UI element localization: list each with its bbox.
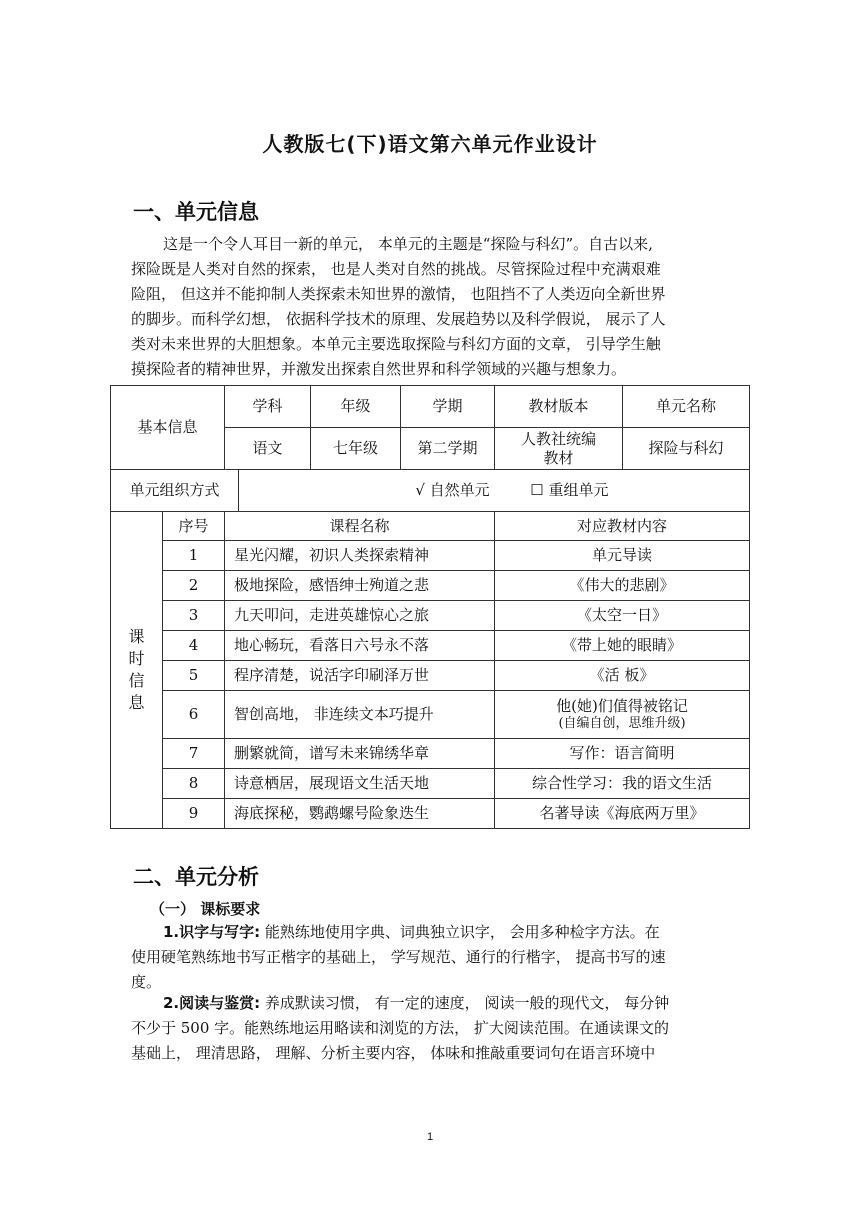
value-cell: 七年级 bbox=[311, 428, 401, 470]
organization-options bbox=[239, 470, 750, 512]
organization-row bbox=[111, 470, 750, 512]
content-main: 他(她)们值得被铭记 bbox=[556, 697, 688, 715]
table-row: 1 星光闪耀，初识人类探索精神 单元导读 bbox=[111, 541, 750, 571]
header-cell: 学期 bbox=[401, 386, 495, 428]
value-cell bbox=[495, 428, 623, 470]
requirement-reading: 2.阅读与鉴赏: 养成默读习惯， 有一定的速度， 阅读一般的现代文， 每分钟 不少于 500 字。能熟练地运用略读和浏览的方法， 扩大阅读范围。在通读课文的 基础上， 理清思路， 理解、分析主要内容， 体味和推敲重要词句在语言环境中 bbox=[131, 994, 670, 1062]
table-row: 4 地心畅玩，看落日六号永不落 《带上她的眼睛》 bbox=[111, 631, 750, 661]
content-note: (自编自创，思维升级) bbox=[558, 716, 686, 731]
item-label: 1.识字与写字: bbox=[163, 923, 261, 941]
page-number: 1 bbox=[426, 1131, 434, 1143]
header-cell: 对应教材内容 bbox=[495, 512, 750, 541]
basic-info-header-row bbox=[111, 386, 750, 428]
textbook-version-line1: 人教社统编 bbox=[521, 429, 597, 448]
intro-line: 的脚步。而科学幻想， 依据科学技术的原理、发展趋势以及科学假说， 展示了人 bbox=[131, 310, 666, 328]
organization-label: 单元组织方式 bbox=[111, 470, 239, 512]
document-title: 人教版七(下)语文第六单元作业设计 bbox=[262, 132, 598, 156]
table-row: 6 智创高地， 非连续文本巧提升 他(她)们值得被铭记 (自编自创，思维升级) bbox=[111, 691, 750, 739]
requirement-literacy: 1.识字与写字: 能熟练地使用字典、词典独立识字， 会用多种检字方法。在 使用硬笔熟练地书写正楷字的基础上， 学写规范、通行的行楷字， 提高书写的速 度。 bbox=[131, 923, 666, 991]
header-cell: 序号 bbox=[163, 512, 225, 541]
section-heading-unit-analysis: 二、单元分析 bbox=[133, 865, 259, 889]
intro-line: 这是一个令人耳目一新的单元， 本单元的主题是“探险与科幻”。自古以来, bbox=[163, 235, 653, 253]
natural-unit-option: √ 自然单元 bbox=[415, 481, 490, 499]
lesson-info-label: 课 时 信 息 bbox=[111, 512, 163, 829]
regroup-unit-option: ☐ 重组单元 bbox=[530, 481, 609, 499]
table-row: 9 海底探秘，鹦鹉螺号险象迭生 名著导读《海底两万里》 bbox=[111, 799, 750, 829]
header-cell: 单元名称 bbox=[623, 386, 750, 428]
intro-line: 摸探险者的精神世界，并激发出探索自然世界和科学领域的兴趣与想象力。 bbox=[131, 360, 627, 378]
table-row: 2 极地探险，感悟绅士殉道之悲 《伟大的悲剧》 bbox=[111, 571, 750, 601]
header-cell: 教材版本 bbox=[495, 386, 623, 428]
sub-heading-curriculum: （一） 课标要求 bbox=[150, 900, 261, 918]
header-cell: 年级 bbox=[311, 386, 401, 428]
value-cell: 探险与科幻 bbox=[623, 428, 750, 470]
table-row: 7 删繁就简，谱写未来锦绣华章 写作：语言简明 bbox=[111, 739, 750, 769]
lesson-header-row bbox=[111, 512, 750, 541]
textbook-version-line2: 教材 bbox=[543, 448, 574, 467]
unit-info-table bbox=[110, 385, 750, 829]
table-row: 8 诗意栖居，展现语文生活天地 综合性学习：我的语文生活 bbox=[111, 769, 750, 799]
intro-line: 险阻， 但这并不能抑制人类探索未知世界的激情， 也阻挡不了人类迈向全新世界 bbox=[131, 285, 666, 303]
table-row: 3 九天叩问，走进英雄惊心之旅 《太空一日》 bbox=[111, 601, 750, 631]
item-label: 2.阅读与鉴赏: bbox=[163, 994, 261, 1012]
table-row: 5 程序清楚，说活字印刷泽万世 《活 板》 bbox=[111, 661, 750, 691]
header-cell: 学科 bbox=[225, 386, 311, 428]
value-cell: 第二学期 bbox=[401, 428, 495, 470]
value-cell: 语文 bbox=[225, 428, 311, 470]
unit-intro-paragraph bbox=[131, 232, 739, 382]
intro-line: 类对未来世界的大胆想象。本单元主要选取探险与科幻方面的文章， 引导学生触 bbox=[131, 335, 661, 353]
basic-info-label: 基本信息 bbox=[111, 386, 225, 470]
section-heading-unit-info: 一、单元信息 bbox=[133, 200, 259, 224]
intro-line: 探险既是人类对自然的探索， 也是人类对自然的挑战。尽管探险过程中充满艰难 bbox=[131, 260, 661, 278]
header-cell: 课程名称 bbox=[225, 512, 495, 541]
